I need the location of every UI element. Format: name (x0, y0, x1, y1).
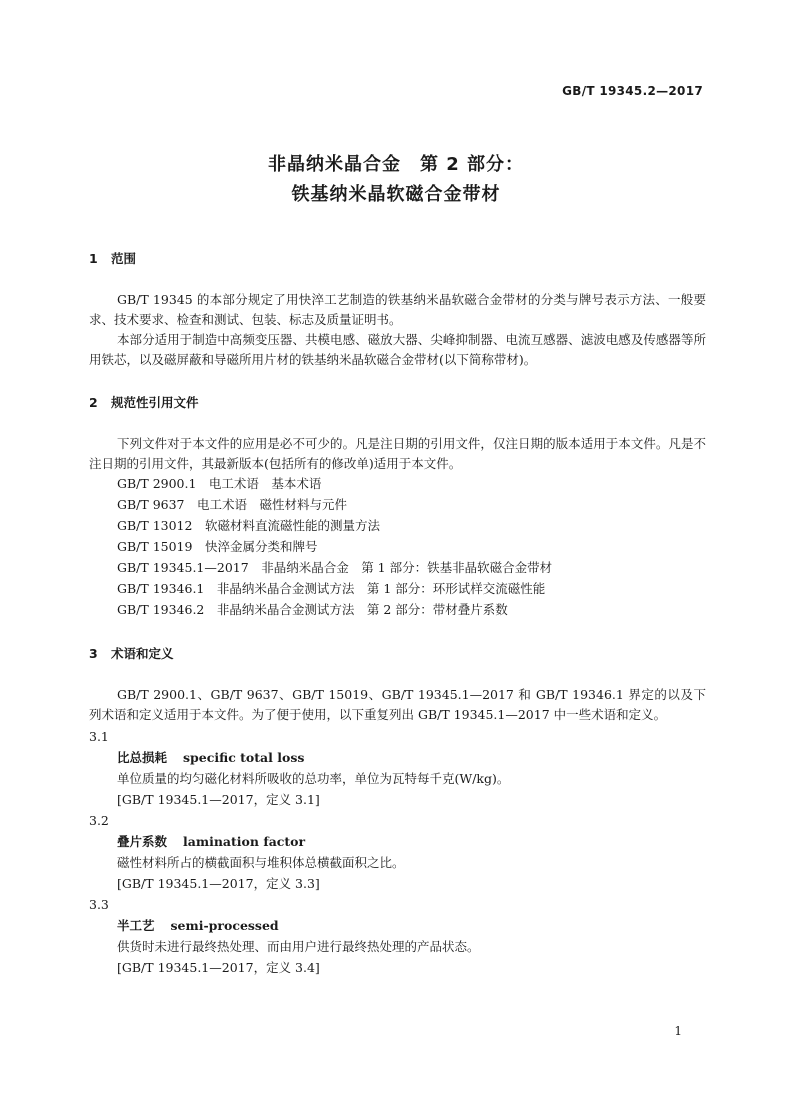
reference-item: GB/T 13012 软磁材料直流磁性能的测量方法 (117, 518, 380, 533)
term-definition: 单位质量的均匀磁化材料所吸收的总功率，单位为瓦特每千克(W/kg)。 (117, 771, 510, 786)
term-chinese: 比总损耗 (117, 750, 168, 765)
reference-item: GB/T 19346.2 非晶纳米晶合金测试方法 第 2 部分：带材叠片系数 (117, 602, 508, 617)
section-number: 2 (89, 395, 98, 410)
term-source: [GB/T 19345.1—2017，定义 3.1] (117, 792, 320, 807)
reference-item: GB/T 15019 快淬金属分类和牌号 (117, 539, 318, 554)
clause-number: 3.3 (89, 897, 109, 912)
section-title: 术语和定义 (111, 646, 174, 661)
reference-item: GB/T 2900.1 电工术语 基本术语 (117, 476, 322, 491)
term-entry (117, 916, 279, 936)
section-title: 规范性引用文件 (111, 395, 199, 410)
term-english: semi-processed (170, 918, 279, 933)
section-title: 范围 (111, 251, 137, 266)
reference-item: GB/T 19345.1—2017 非晶纳米晶合金 第 1 部分：铁基非晶软磁合金带材 (117, 560, 553, 575)
section-number: 1 (89, 251, 98, 266)
term-source: [GB/T 19345.1—2017，定义 3.3] (117, 876, 320, 891)
paragraph: GB/T 2900.1、GB/T 9637、GB/T 15019、GB/T 19345.1—2017 和 GB/T 19346.1 界定的以及下列术语和定义适用于本文件。为了便于使用，以下重复列出 GB/T 19345.1—2017 中一些术语和定义。 (89, 687, 706, 722)
term-entry (117, 832, 305, 852)
section-number: 3 (89, 646, 98, 661)
paragraph: 本部分适用于制造中高频变压器、共模电感、磁放大器、尖峰抑制器、电流互感器、滤波电感及传感器等所用铁芯，以及磁屏蔽和导磁所用片材的铁基纳米晶软磁合金带材(以下简称带材)。 (89, 332, 706, 367)
term-english: specific total loss (183, 750, 305, 765)
section-heading-normative-references (89, 393, 199, 411)
term-source: [GB/T 19345.1—2017，定义 3.4] (117, 960, 320, 975)
term-definition: 供货时未进行最终热处理、而由用户进行最终热处理的产品状态。 (117, 939, 480, 954)
term-chinese: 叠片系数 (117, 834, 168, 849)
term-english: lamination factor (183, 834, 306, 849)
paragraph: GB/T 19345 的本部分规定了用快淬工艺制造的铁基纳米晶软磁合金带材的分类与牌号表示方法、一般要求、技术要求、检查和测试、包装、标志及质量证明书。 (89, 292, 706, 327)
standard-code: GB/T 19345.2—2017 (562, 84, 703, 98)
document-title-line2: 铁基纳米晶软磁合金带材 (291, 184, 501, 205)
clause-number: 3.2 (89, 813, 109, 828)
page-number: 1 (674, 1024, 682, 1038)
term-entry (117, 748, 304, 768)
section-heading-terms (89, 644, 174, 662)
term-chinese: 半工艺 (117, 918, 155, 933)
paragraph: 下列文件对于本文件的应用是必不可少的。凡是注日期的引用文件，仅注日期的版本适用于本文件。凡是不注日期的引用文件，其最新版本(包括所有的修改单)适用于本文件。 (89, 436, 706, 471)
section-heading-scope (89, 249, 136, 267)
term-definition: 磁性材料所占的横截面积与堆积体总横截面积之比。 (117, 855, 405, 870)
clause-number: 3.1 (89, 729, 109, 744)
document-title-line1: 非晶纳米晶合金 第 2 部分： (267, 154, 525, 175)
reference-item: GB/T 9637 电工术语 磁性材料与元件 (117, 497, 348, 512)
reference-item: GB/T 19346.1 非晶纳米晶合金测试方法 第 1 部分：环形试样交流磁性能 (117, 581, 546, 596)
